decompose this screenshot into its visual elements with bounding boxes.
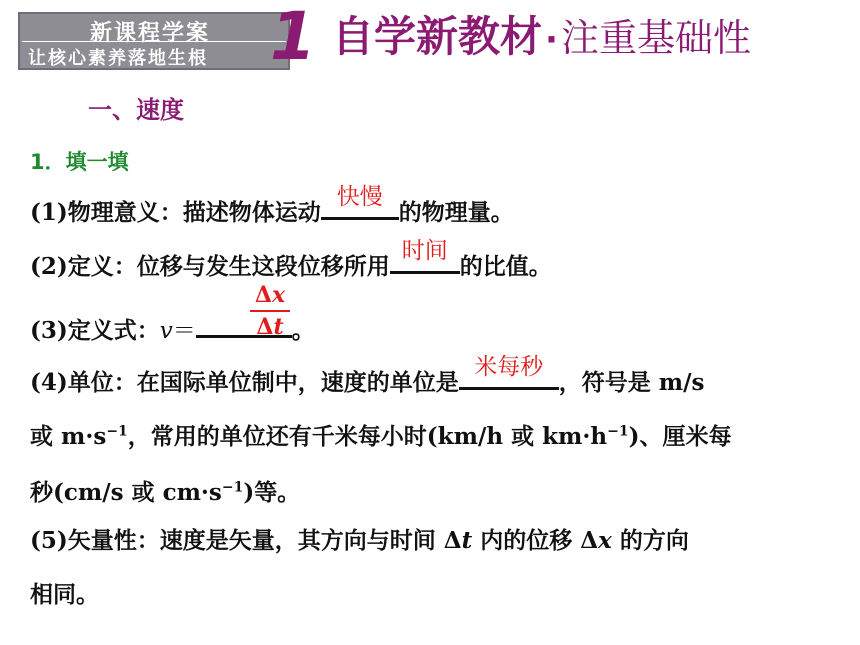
header-title-main: 自学新教材 [332, 12, 543, 61]
header-subtitle: 注重基础性 [560, 16, 751, 60]
item-5-var-x: x [598, 527, 612, 554]
item-5-line-1 [30, 522, 689, 555]
item-4-exp-2: −1 [607, 423, 629, 440]
badge-subtitle: 让核心素养落地生根 [28, 48, 208, 69]
item-3 [30, 312, 315, 345]
item-1-answer: 快慢 [336, 184, 383, 210]
item-4-unit-cms: 秒(cm/s 或 cm·s [30, 479, 222, 506]
item-5-text-c: 的方向 [611, 527, 689, 554]
section-title: 一、速度 [88, 96, 184, 124]
item-4-answer: 米每秒 [474, 354, 544, 380]
numerator-var: x [271, 282, 286, 308]
item-2 [30, 238, 552, 281]
item-5-var-t: t [461, 527, 473, 554]
item-5-line-2: 相同。 [30, 581, 99, 608]
header-banner [0, 0, 860, 78]
item-2-answer: 时间 [401, 238, 448, 264]
denominator-var: t [273, 314, 284, 340]
item-1-prefix: (1)物理意义：描述物体运动 [30, 199, 321, 226]
course-badge [18, 12, 290, 70]
item-4-exp-3: −1 [221, 479, 244, 496]
item-3-eq: ＝ [172, 318, 196, 344]
exercise-title: 1．填一填 [30, 150, 129, 174]
item-5-text-a: (5)矢量性：速度是矢量，其方向与时间 Δ [30, 527, 462, 554]
item-4-prefix: (4)单位：在国际单位制中，速度的单位是 [30, 369, 459, 396]
item-5-text-b: 内的位移 Δ [472, 527, 599, 554]
section-number: 1 [270, 0, 316, 75]
fraction-numerator [250, 282, 290, 308]
item-4-unit-kmh: ，常用的单位还有千米每小时(km/h 或 km·h [127, 423, 608, 450]
item-2-suffix: 的比值。 [459, 253, 552, 280]
badge-title: 新课程学案 [90, 21, 211, 46]
item-4-line-2 [30, 418, 731, 451]
item-4-unit-cm: )、厘米每 [628, 423, 732, 450]
item-4-unit-ms: 或 m·s [30, 423, 107, 450]
item-3-prefix: (3)定义式： [30, 317, 160, 344]
item-3-blank [196, 313, 292, 338]
item-4-line-3 [30, 474, 300, 507]
item-4-line-1 [30, 354, 705, 397]
header-title [332, 12, 751, 65]
item-4-suffix: ，符号是 m/s [558, 369, 705, 396]
item-3-suffix: 。 [291, 317, 315, 344]
item-3-var: v [159, 318, 173, 344]
item-4-exp-1: −1 [106, 423, 128, 440]
numerator-delta: Δ [254, 282, 272, 308]
item-1 [30, 184, 514, 227]
item-2-prefix: (2)定义：位移与发生这段位移所用 [30, 253, 390, 280]
header-separator: · [545, 20, 558, 60]
item-1-blank [321, 184, 399, 220]
denominator-delta: Δ [256, 314, 274, 340]
item-1-suffix: 的物理量。 [398, 199, 514, 226]
item-2-blank [390, 238, 460, 274]
item-4-end: )等。 [243, 479, 301, 506]
item-4-blank [459, 354, 559, 390]
